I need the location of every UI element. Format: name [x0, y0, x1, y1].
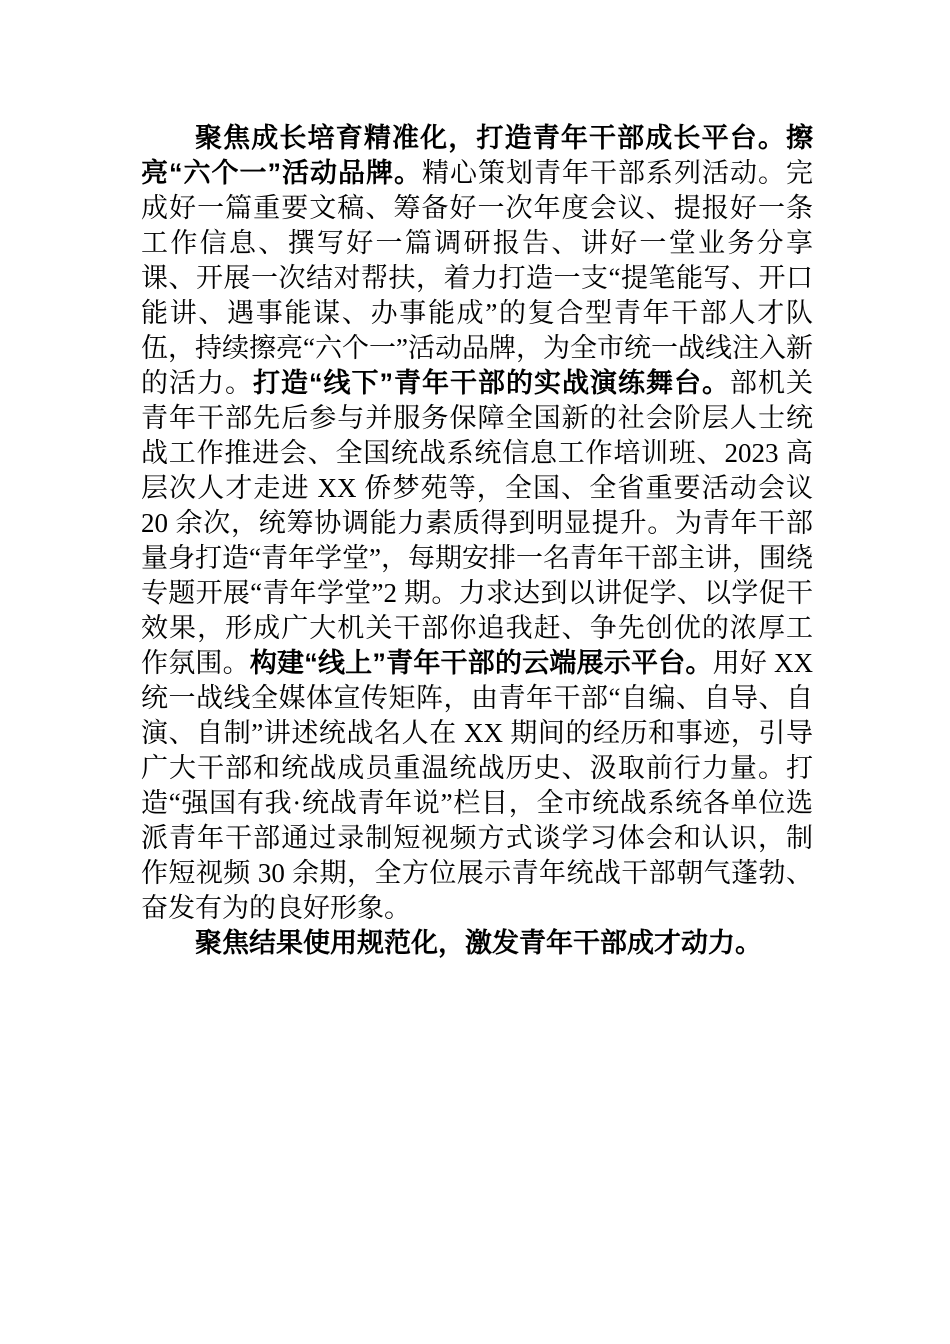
bold-online-cloud-platform: 构建“线上”青年干部的云端展示平台。	[249, 648, 713, 678]
text-offline-practice-details: 部机关青年干部先后参与并服务保障全国新的社会阶层人士统战工作推进会、全国统战系统信息工作培训班、2023 高层次人才走进 XX 侨梦苑等，全国、全省重要活动会议 20 余次，统筹协调能力素质得到明显提升。为青年干部量身打造“青年学堂”，每期安排一名青年干部主讲，围绕专题开展“青年学堂”2 期。力求达到以讲促学、以学促干效果，形成广大机关干部你追我赶、争先创优的浓厚工作氛围。	[141, 368, 813, 678]
bold-lead-growth-platform: 聚焦成长培育精准化，打造青年干部成长平台。擦亮“六个一”活动品牌。	[141, 123, 813, 188]
bold-offline-practice-stage: 打造“线下”青年干部的实战演练舞台。	[253, 368, 730, 398]
bold-lead-result-usage: 聚焦结果使用规范化，激发青年干部成才动力。	[195, 928, 762, 958]
text-six-ones-activities: 精心策划青年干部系列活动。完成好一篇重要文稿、筹备好一次年度会议、提报好一条工作信息、撰写好一篇调研报告、讲好一堂业务分享课、开展一次结对帮扶，着力打造一支“提笔能写、开口能讲、遇事能谋、办事能成”的复合型青年干部人才队伍，持续擦亮“六个一”活动品牌，为全市统一战线注入新的活力。	[141, 158, 813, 398]
paragraph-result-usage	[141, 926, 813, 961]
paragraph-growth-training	[141, 121, 813, 926]
text-online-cloud-details: 用好 XX 统一战线全媒体宣传矩阵，由青年干部“自编、自导、自演、自制”讲述统战名人在 XX 期间的经历和事迹，引导广大干部和统战成员重温统战历史、汲取前行力量。打造“强国有我·统战青年说”栏目，全市统战系统各单位选派青年干部通过录制短视频方式谈学习体会和认识，制作短视频 30 余期，全方位展示青年统战干部朝气蓬勃、奋发有为的良好形象。	[141, 648, 814, 923]
